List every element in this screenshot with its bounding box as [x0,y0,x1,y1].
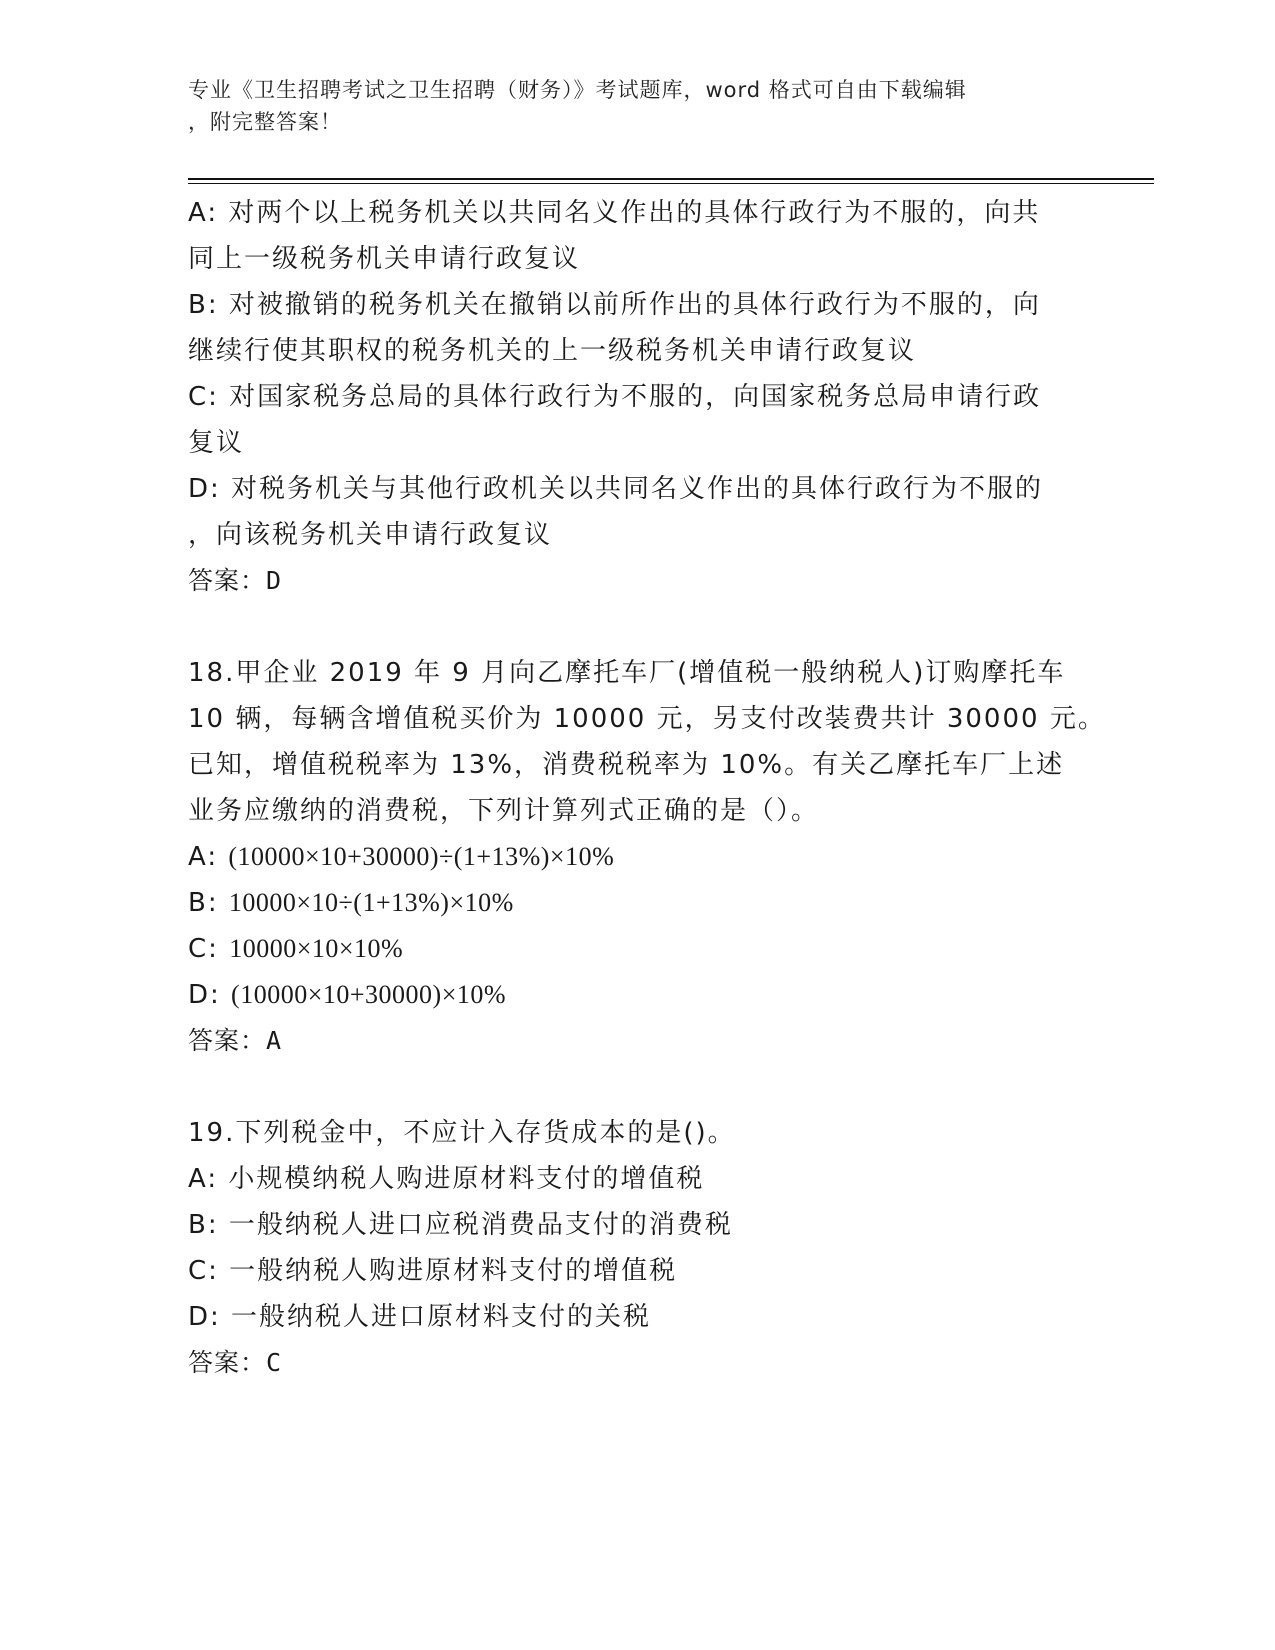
q17-option-a-line-2: 同上一级税务机关申请行政复议 [188,244,581,274]
q17-option-d-line-2: ，向该税务机关申请行政复议 [188,520,553,550]
document-header [188,74,1088,138]
q19-answer-value: C [266,1348,283,1377]
q18-stem-line-4: 业务应缴纳的消费税，下列计算列式正确的是（）。 [188,796,820,826]
q18-option-a-formula: (10000×10+30000)÷(1+13%)×10% [228,842,615,871]
q17-option-b-line-1: B: 对被撤销的税务机关在撤销以前所作出的具体行政行为不服的，向 [188,290,1041,320]
q18-option-b-formula: 10000×10÷(1+13%)×10% [228,888,514,917]
q19-option-a: A: 小规模纳税人购进原材料支付的增值税 [188,1164,705,1194]
q18-option-d-prefix: D: [188,980,232,1010]
q18-stem-line-3: 已知，增值税税率为 13%，消费税税率为 10%。有关乙摩托车厂上述 [188,750,1065,780]
q18-answer-value: A [266,1026,283,1055]
q18-option-b-prefix: B: [188,888,229,918]
q19-answer-label: 答案： [188,1348,267,1377]
q18-option-c-formula: 10000×10×10% [229,934,404,963]
q19-answer [188,1340,1088,1386]
q17-option-b-line-2: 继续行使其职权的税务机关的上一级税务机关申请行政复议 [188,336,917,366]
header-divider-thin [188,183,1154,184]
q17-option-c-line-2: 复议 [188,428,245,458]
document-body [188,190,1106,1386]
q19-option-d: D: 一般纳税人进口原材料支付的关税 [188,1302,652,1332]
q17-option-a-line-1: A: 对两个以上税务机关以共同名义作出的具体行政行为不服的，向共 [188,198,1041,228]
q18-option-c [188,926,1088,972]
question-17 [188,190,1088,604]
q18-option-d [188,972,1088,1018]
q18-option-a [188,834,1088,880]
q17-answer-label: 答案： [188,566,267,595]
question-19 [188,1110,1088,1386]
q18-option-d-formula: (10000×10+30000)×10% [231,980,507,1009]
header-line-2: ，附完整答案！ [188,110,342,134]
question-18 [188,650,1106,1064]
q18-answer-label: 答案： [188,1026,267,1055]
header-divider-thick [188,178,1154,180]
q18-option-a-prefix: A: [188,842,229,872]
q18-option-c-prefix: C: [188,934,230,964]
q18-stem-line-1: 18.甲企业 2019 年 9 月向乙摩托车厂(增值税一般纳税人)订购摩托车 [188,658,1066,688]
q17-answer [188,558,1088,604]
q18-answer [188,1018,1088,1064]
q18-stem-line-2: 10 辆，每辆含增值税买价为 10000 元，另支付改装费共计 30000 元。 [188,704,1106,734]
q19-stem: 19.下列税金中，不应计入存货成本的是()。 [188,1118,736,1148]
q17-option-c-line-1: C: 对国家税务总局的具体行政行为不服的，向国家税务总局申请行政 [188,382,1042,412]
q17-option-d-line-1: D: 对税务机关与其他行政机关以共同名义作出的具体行政行为不服的 [188,474,1044,504]
q19-option-c: C: 一般纳税人购进原材料支付的增值税 [188,1256,678,1286]
header-line-1: 专业《卫生招聘考试之卫生招聘（财务）》考试题库，word 格式可自由下载编辑 [188,78,967,102]
q18-option-b [188,880,1088,926]
q17-answer-value: D [266,566,283,595]
q19-option-b: B: 一般纳税人进口应税消费品支付的消费税 [188,1210,733,1240]
